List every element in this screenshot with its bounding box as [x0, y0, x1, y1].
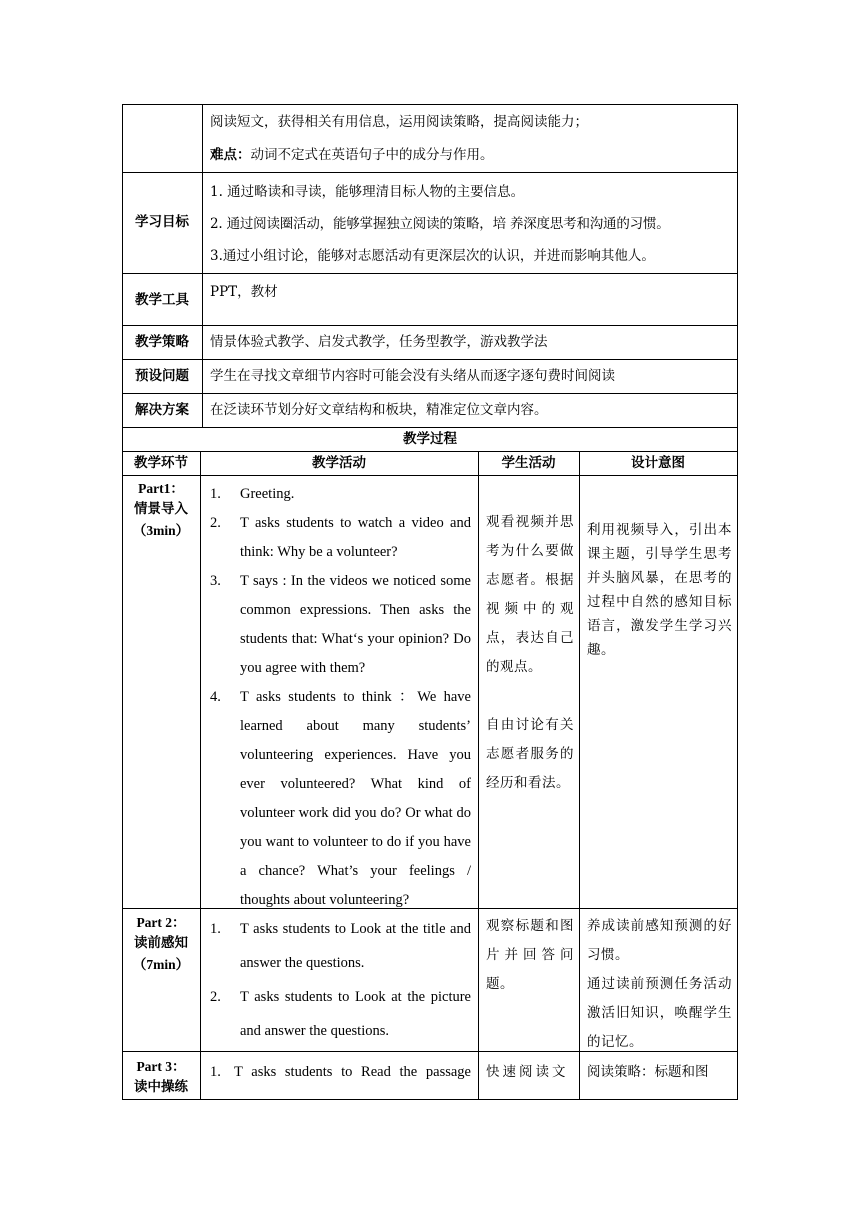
problems-text: 学生在寻找文章细节内容时可能会没有头绪从而逐字逐句费时间阅读 — [210, 368, 615, 384]
item-text: T asks students to Read the passage — [234, 1064, 471, 1080]
column-header-design: 设计意图 — [631, 455, 685, 471]
stage-line: Part 2： — [136, 915, 186, 930]
stage-line: 情景导入 — [134, 501, 188, 517]
list-item — [208, 912, 471, 980]
problems-label: 预设问题 — [135, 368, 189, 384]
item-text: Greeting. — [240, 486, 295, 502]
list-item — [208, 683, 471, 915]
goals-label: 学习目标 — [135, 214, 189, 230]
difficulty-line: 阅读短文，获得相关有用信息，运用阅读策略，提高阅读能力； — [210, 114, 588, 130]
process-title: 教学过程 — [403, 431, 457, 447]
part2-student — [486, 912, 574, 999]
list-item — [208, 1058, 471, 1087]
stage-line: （7min） — [132, 957, 190, 972]
solutions-label: 解决方案 — [135, 402, 189, 418]
row-line — [122, 273, 738, 274]
strategy-label: 教学策略 — [135, 334, 189, 350]
item-number: 3. — [210, 573, 221, 589]
part1-stage — [122, 478, 200, 541]
item-text: T asks students to Look at the title and answer the questions. — [240, 921, 471, 971]
part1-student — [486, 508, 574, 798]
part1-design — [587, 518, 732, 662]
stage-line: 读前感知 — [134, 935, 188, 951]
part3-activities — [208, 1058, 471, 1087]
row-line — [122, 172, 738, 173]
goal-item: 2. 通过阅读圈活动，能够掌握独立阅读的策略，培 养深度思考和沟通的习惯。 — [210, 216, 670, 232]
item-number: 1. — [210, 1064, 221, 1080]
student-text: 自由讨论有关志愿者服务的经历和看法。 — [486, 717, 574, 791]
column-header-activity: 教学活动 — [312, 455, 366, 471]
part3-stage — [122, 1056, 200, 1098]
process-column-divider — [579, 451, 580, 1100]
list-item — [208, 480, 471, 509]
item-number: 2. — [210, 515, 221, 531]
stage-line: 读中操练 — [134, 1079, 188, 1095]
design-text: 养成读前感知预测的好习惯。 — [587, 918, 732, 963]
part2-stage — [122, 912, 200, 975]
column-header-stage: 教学环节 — [134, 455, 188, 471]
part1-activities — [208, 480, 471, 915]
stage-line: Part 3： — [136, 1059, 186, 1074]
row-line — [122, 393, 738, 394]
difficulty-label: 难点： — [210, 147, 251, 163]
process-column-divider — [200, 451, 201, 1100]
list-item — [208, 980, 471, 1048]
table-border-right — [737, 104, 738, 1100]
part2-design — [587, 912, 732, 1057]
row-line — [122, 104, 738, 105]
item-text: T asks students to Look at the picture and answer the questions. — [240, 989, 471, 1039]
strategy-text: 情景体验式教学、启发式教学，任务型教学，游戏教学法 — [210, 334, 548, 350]
row-line — [122, 1099, 738, 1100]
goal-item: 3.通过小组讨论，能够对志愿活动有更深层次的认识，并进而影响其他人。 — [210, 248, 655, 264]
item-text: T says : In the videos we noticed some common expressions. Then asks the students that: What‘s your opinion? Do you agree with them? — [240, 573, 471, 676]
label-column-divider — [202, 104, 203, 427]
row-line — [122, 325, 738, 326]
item-number: 1. — [210, 486, 221, 502]
column-header-student: 学生活动 — [501, 455, 556, 471]
stage-line: （3min） — [132, 523, 190, 538]
stage-line: Part1： — [138, 481, 184, 496]
student-text: 观察标题和图片并回答问题。 — [486, 918, 574, 992]
student-text: 观看视频并思考为什么要做志愿者。根据视频中的观点，表达自己的观点。 — [486, 514, 574, 675]
part2-activities — [208, 912, 471, 1048]
list-item — [208, 567, 471, 683]
list-item — [208, 509, 471, 567]
row-line — [122, 359, 738, 360]
design-text: 利用视频导入，引出本课主题，引导学生思考并头脑风暴，在思考的过程中自然的感知目标语言，激发学生学习兴趣。 — [587, 522, 732, 658]
tools-text: PPT，教材 — [210, 284, 278, 300]
design-text: 通过读前预测任务活动激活旧知识，唤醒学生的记忆。 — [587, 976, 732, 1050]
goal-item: 1. 通过略读和寻读，能够理清目标人物的主要信息。 — [210, 184, 525, 200]
item-number: 2. — [210, 989, 221, 1005]
item-text: T asks students to watch a video and think: Why be a volunteer? — [240, 515, 471, 560]
student-text: 快速阅读文 — [486, 1064, 569, 1080]
difficulty-text: 动词不定式在英语句子中的成分与作用。 — [250, 147, 494, 163]
process-column-divider — [478, 451, 479, 1100]
part3-design — [587, 1058, 732, 1087]
item-number: 1. — [210, 921, 221, 937]
tools-label: 教学工具 — [135, 292, 189, 308]
design-text: 阅读策略：标题和图 — [587, 1064, 709, 1080]
item-text: T asks students to think ：We have learned about many students’ volunteering experiences. Have you ever volunteered? What kind of volunteer work did you do? Or what do you want to volunteer to do if you have a chance? What’s your feelings / thoughts about volunteering? — [240, 689, 471, 908]
solutions-text: 在泛读环节划分好文章结构和板块，精准定位文章内容。 — [210, 402, 548, 418]
item-number: 4. — [210, 689, 221, 705]
goals-cell — [210, 176, 734, 272]
difficulty-cell — [210, 108, 730, 170]
part3-student — [486, 1058, 574, 1087]
